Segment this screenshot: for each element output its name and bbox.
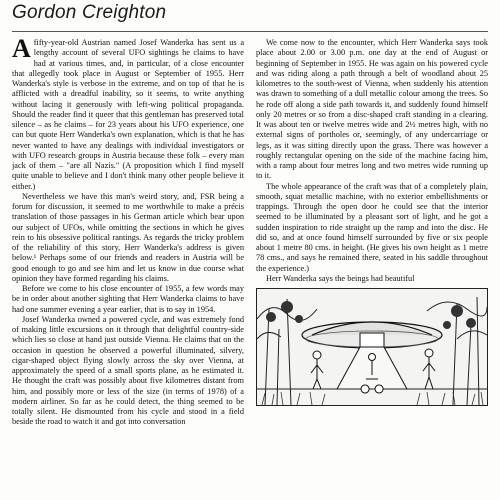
paragraph-1 [12,38,244,192]
left-column [12,38,244,500]
paragraph-5: We come now to the encounter, which Herr Wanderka says took place about 2.00 or 3.00 p.m. one day at the end of August or beginning of September in 1955. He was again on his powered cycle and was riding along a path through a belt of woodland about 25 kilometres to the south-west of Vienna, when suddenly his attention was drawn to something of a dull metallic colour among the trees. So he rode off along a side path towards it, and suddenly found himself only 20 metres or so from a disc-shaped craft standing in a clearing. It was about ten or twelve metres wide and 2½ metres high, with no external signs of portholes or, seemingly, of any undercarriage or legs, as it was sitting directly upon the grass. There was however a roughly rectangular opening on the side of the machine facing him, with a ramp about four metres long and two metres wide running up to it. [256,38,488,181]
right-column [256,38,488,500]
paragraph-1-text: fifty-year-old Austrian named Josef Wanderka has sent us a lengthy account of several UFO sightings he claims to have had at various times, and, in particular, of a close encounter that allegedly took place in August or September of 1955. Herr Wanderka's style is verbose in the extreme, and on top of that he is afflicted with a dreadful inability, so it seems, to write anything without lacing it generously with left-wing political propaganda. Should the reader find it queer that this gentleman has preserved total silence – as he claims – for 23 years about his UFO experience, one can but quote Herr Wanderka's own explanation, which is that he has never wanted to have any dealings with individual investigators or with UFO research groups in Austria because these folk – every man jack of them – "are all Nazis." (A proposition which I find myself quite unable to believe and I don't think many other people believe it either.) [12,38,244,191]
drop-cap: A [12,38,31,63]
paragraph-4: Josef Wanderka owned a powered cycle, and was extremely fond of making little excursions on it through that delightful country-side which lies so close at hand just outside Vienna. He claims that on the occasion in question he observed a powerful illuminated, silvery, cigar-shaped object flying slowly across the sky over Vienna, at approximately the speed of a small sports plane, as he estimated it. He thought the craft was possibly about five kilometres distant from him, and possibly more or less of the size (in terms of 1978) of a modern airliner. So far as he could detect, the thing seemed to be totally silent. He dismounted from his cycle and stood in a field beside the road to watch it and got into conversation [12,314,244,427]
paragraph-2: Nevertheless we have this man's weird story, and, FSR being a forum for discussion, it seemed to me worthwhile to make a précis translation of those passages in his German article which bear upon our subject of UFOs, while omitting the sections in which he gives rein to his obsessive political rantings. As regards the tricky problem of the reliability of this story, Herr Wanderka's address is given below.¹ Perhaps some of our friends and readers in Austria will be good enough to go and see him and let us know in due course what opinion they have formed regarding his claims. [12,191,244,283]
ufo-encounter-illustration-icon [256,288,488,406]
paragraph-3: Before we come to his close encounter of 1955, a few words may be in order about another sighting that Herr Wanderka claims to have had one summer evening a year earlier, that is to say in 1954. [12,284,244,314]
paragraph-7: Herr Wanderka says the beings had beautiful [266,273,415,283]
paragraph-6: The whole appearance of the craft was that of a completely plain, smooth, squat metallic machine, with no exterior embellishments or trappings. Through the open door he could see that the interior seemed to be illuminated by a pleasant sort of light, and he got a sudden inspiration to ride straight up the ramp and into the disc. He did so, and at once found himself surrounded by five or six people about 1 metre 80 cms. in height. (He gives his own height as 1 metre 78 cms., and says he remained there, seated in his saddle throughout the experience.) [256,181,488,273]
header-rule [12,31,488,32]
author-byline: Gordon Creighton [12,2,167,23]
